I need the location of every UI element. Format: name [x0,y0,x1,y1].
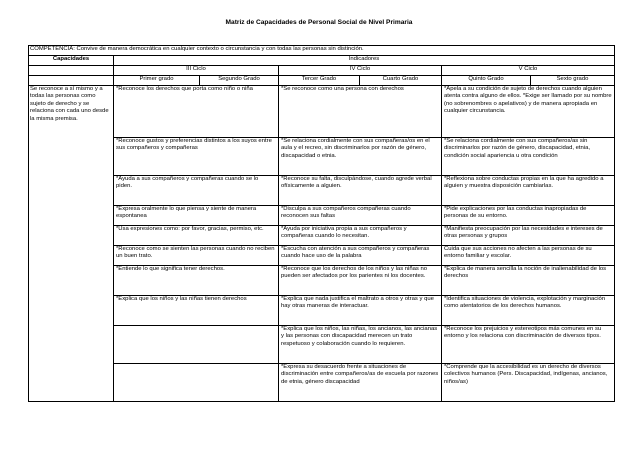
indicator-ciclo-iv: *Reconoce que los derechos de los niños y las niñas no pueden ser afectados por los parientes ni los docentes. [279,266,442,296]
header-empty [29,66,114,76]
indicator-ciclo-iii: *Reconoce como se sienten las personas cuando no reciben un buen trato. [114,246,279,266]
indicator-ciclo-v: *Apela a su condición de sujeto de derechos cuando alguien atenta contra alguno de ellos. *Exige ser llamado por su nombre (no sobrenombres o apelativos) y de manera apropiada en cualquier circunstancia. [442,86,615,138]
indicator-ciclo-iv: *Expresa su desacuerdo frente a situaciones de discriminación entre compañeros/as de escuela por razones de etnia, género discapacidad [279,364,442,402]
indicator-ciclo-iv: *Se relaciona cordialmente con sus compañeras/os en el aula y el recreo, sin discriminarlos por razón de género, discapacidad o etnia. [279,138,442,176]
header-ciclo-v: V Ciclo [442,66,615,76]
indicator-ciclo-iv: *Disculpa a sus compañeros compañeras cuando reconocen sus faltas [279,206,442,226]
indicator-ciclo-iii: *Usa expresiones como: por favor, gracias, permiso, etc. [114,226,279,246]
header-grado-6: Sexto grado [531,76,615,86]
indicator-ciclo-iii [114,364,279,402]
indicator-ciclo-iii: *Explica que los niños y las niñas tienen derechos [114,296,279,326]
header-grado-3: Tercer Grado [279,76,360,86]
header-grado-1: Primer grado [114,76,200,86]
header-ciclo-iii: III Ciclo [114,66,279,76]
header-grado-4: Cuarto Grado [360,76,442,86]
indicator-ciclo-v: *Manifiesta preocupación por las necesidades e intereses de otras personas y grupos [442,226,615,246]
indicator-ciclo-v: *Se relaciona cordialmente con sus compañeros/as sin discriminarlos por razón de género, discapacidad, etnia, condición social apariencia u otra condición [442,138,615,176]
indicator-ciclo-v: *Reflexiona sobre conductas propias en la que ha agredido a alguien y muestra disposición cambiarlas. [442,176,615,206]
indicator-ciclo-v: *Reconoce los prejuicios y estereotipos más comunes en su entorno y los relaciona con discriminación de diversos tipos. [442,326,615,364]
indicator-ciclo-iii: *Expresa oralmente lo que piensa y siente de manera espontanea [114,206,279,226]
indicator-ciclo-iv: *Explica que nada justifica el maltrato a otros y otras y que hay otras maneras de interactuar. [279,296,442,326]
capacidad-cell: Se reconoce a sí mismo y a todas las personas como sujeto de derecho y se relaciona con cada uno desde la misma premisa. [29,86,114,402]
indicator-ciclo-v: *Identifica situaciones de violencia, explotación y marginación como atentatorios de los derechos humanos. [442,296,615,326]
indicator-ciclo-iii: *Ayuda a sus compañeros y compañeras cuando se lo piden. [114,176,279,206]
page-title: Matriz de Capacidades de Personal Social de Nivel Primaria [225,19,413,26]
indicator-ciclo-iii [114,326,279,364]
header-indicadores: Indicadores [114,56,615,66]
header-capacidades: Capacidades [29,56,114,66]
indicator-ciclo-v: *Explica de manera sencilla la noción de inalienabilidad de los derechos [442,266,615,296]
indicator-ciclo-v: Cuida que sus acciones no afecten a las personas de su entorno familiar y escolar. [442,246,615,266]
header-empty [29,76,114,86]
indicator-ciclo-iv: *Escucha con atención a sus compañeros y compañeras cuando hace uso de la palabra [279,246,442,266]
indicator-ciclo-iv: *Reconoce su falta, disculpándose, cuando agrede verbal ofísicamente a alguien. [279,176,442,206]
indicator-ciclo-iii: *Reconoce gustos y preferencias distintos a los suyos entre sus compañeros y compañeras [114,138,279,176]
header-grado-2: Segundo Grado [200,76,279,86]
indicator-ciclo-iii: *Entiende lo que significa tener derechos. [114,266,279,296]
indicator-ciclo-v: *Pide explicaciones por las conductas inapropiadas de personas de su entorno. [442,206,615,226]
indicator-ciclo-iii: *Reconoce los derechos que porta como niño o niña [114,86,279,138]
indicator-ciclo-v: *Comprende que la accesibilidad es un derecho de diversos colectivos humanos (Pers. Discapacidad, indígenas, ancianos, niños/as) [442,364,615,402]
indicator-ciclo-iv: *Se reconoce como una persona con derechos [279,86,442,138]
competencia-row: COMPETENCIA: Convive de manera democrática en cualquier contexto o circunstancia y con todas las personas sin distinción. [29,46,615,56]
indicator-ciclo-iv: *Explica que los niños, las niñas, los ancianos, las ancianas y las personas con discapacidad merecen un trato respetuoso y colaboración cuando lo requieren. [279,326,442,364]
indicator-ciclo-iv: *Ayuda por iniciativa propia a sus compañeros y compañeras cuando lo necesitan. [279,226,442,246]
capacities-matrix [28,45,615,402]
header-grado-5: Quinto Grado [442,76,531,86]
header-ciclo-iv: IV Ciclo [279,66,442,76]
